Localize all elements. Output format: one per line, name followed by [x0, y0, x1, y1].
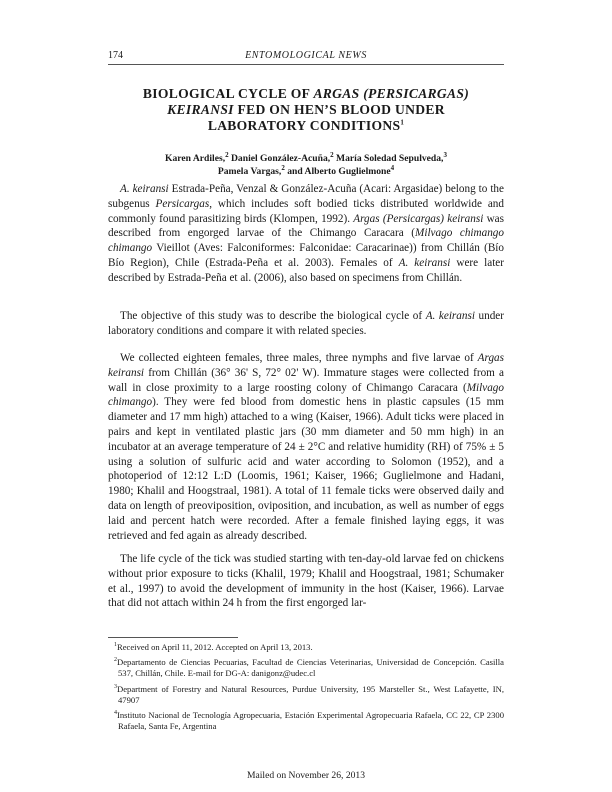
title-text: LABORATORY CONDITIONS	[207, 118, 401, 133]
paragraph-life-cycle	[108, 552, 504, 611]
paragraph-intro	[108, 182, 504, 286]
author-line-1	[108, 152, 504, 165]
footnote-marker: 1	[114, 642, 117, 649]
journal-name: ENTOMOLOGICAL NEWS	[245, 50, 367, 61]
text-run: from Chillán (36° 36' S, 72° 02' W). Immature stages were collected from a wall in close proximity to a large roosting colony of Chimango Caracara (	[108, 366, 504, 394]
title-line-3	[108, 118, 504, 134]
paragraph-text	[108, 351, 504, 543]
title-species: KEIRANSI	[167, 102, 234, 117]
footnote-marker: 4	[114, 710, 117, 717]
footnote-marker: 2	[225, 150, 229, 159]
author: Pamela Vargas,	[217, 166, 282, 177]
text-run: were later described by Estrada-Peña et al. (2006), also based on specimens from Chillán.	[108, 256, 504, 284]
text-run: We collected eighteen females, three males, three nymphs and five larvae of	[120, 352, 478, 364]
italic-term: A. keiransi	[120, 183, 169, 195]
title-text: FED ON HEN’S BLOOD UNDER	[233, 102, 445, 117]
paragraph-objective	[108, 309, 504, 339]
mailed-date: Mailed on November 26, 2013	[246, 770, 366, 781]
paragraph-text	[108, 309, 504, 339]
footnote-marker: 2	[114, 657, 117, 664]
text-run: , which includes soft bodied ticks distributed worldwide and commonly found parasitizing birds (Klompen, 1992).	[108, 197, 504, 225]
text-run: Vieillot (Aves: Falconiformes: Falconidae: Caracarinae)) from Chillán (Bío Bío Region), Chile (Estrada-Peña et al. 2003). Females of	[108, 242, 504, 269]
footnote-text: Departamento de Ciencias Pecuarias, Facultad de Ciencias Veterinarias, Universidad de Concepción. Casilla 537, Chillán, Chile. E-mail for DG-A: danigonz@udec.cl	[117, 657, 504, 679]
text-run: under laboratory conditions and compare it with related species.	[108, 310, 504, 337]
footnote-3	[108, 684, 504, 706]
footnotes	[108, 642, 504, 736]
article-title	[108, 86, 504, 134]
author: Daniel González-Acuña,	[228, 153, 331, 164]
title-line-2	[108, 102, 504, 118]
footnote-divider	[108, 637, 238, 638]
paragraph-methods	[108, 351, 504, 543]
author-list	[108, 152, 504, 178]
footnote-marker: 4	[390, 163, 395, 172]
text-run: ). They were fed blood from domestic hens in plastic capsules (15 mm diameter and 17 mm high) attached to a wing (Kaiser, 1966). Adult ticks were placed in pairs and kept in ventilated plastic jars (30 mm diameter and 50 mm high) in an incubator at an average temperature of 24 ± 2°C and relative humidity (RH) of 75% ± 5 using a solution of sulfuric acid and water according to Solomon (1952), and a photoperiod of 12:12 L:D (Loomis, 1961; Kaiser, 1966; Guglielmone and Hadani, 1980; Khalil and Hoogstraal, 1981). A total of 11 female ticks were observed daily and data on length of preoviposition, oviposition, and incubation, as well as number of eggs laid and percent hatch were recorded. After a female finished laying eggs, it was retrieved and fed again as already described.	[108, 396, 504, 542]
italic-term: A. keiransi	[425, 310, 475, 322]
italic-term: Milvago chimango	[108, 381, 504, 409]
footnote-text: Received on April 11, 2012. Accepted on April 13, 2013.	[117, 642, 313, 652]
title-line-1	[108, 86, 504, 102]
italic-term: Argas keiransi	[108, 352, 504, 379]
text-run: The objective of this study was to describe the biological cycle of	[120, 310, 426, 322]
text-run: Estrada-Peña, Venzal & González-Acuña (Acari: Argasidae) belong to the subgenus	[108, 183, 504, 210]
italic-term: Milvago chimango chimango	[108, 227, 504, 255]
footnote-marker: 2	[281, 163, 285, 172]
footnote-marker: 3	[443, 150, 447, 159]
title-genus: ARGAS (PERSICARGAS)	[313, 86, 470, 101]
footnote-4	[108, 710, 504, 732]
text-run: The life cycle of the tick was studied starting with ten-day-old larvae fed on chickens without prior exposure to ticks (Khalil, 1979; Khalil and Hoogstraal, 1981; Schumaker et al., 1997) to avoid the development of immunity in the host (Kaiser, 1966). Larvae that did not attach within 24 h from the first engorged lar-	[108, 553, 504, 610]
author: and Alberto Guglielmone	[284, 166, 391, 177]
author: María Soledad Sepulveda,	[333, 153, 444, 164]
footnote-marker: 3	[114, 683, 117, 690]
italic-term: A. keiransi	[398, 256, 451, 269]
footnote-marker: 2	[330, 150, 334, 159]
footnote-marker: 1	[400, 118, 405, 127]
paragraph-text	[108, 552, 504, 611]
title-text: BIOLOGICAL CYCLE OF	[142, 86, 314, 101]
paragraph-text	[108, 182, 504, 286]
footnote-text: Instituto Nacional de Tecnología Agropecuaria, Estación Experimental Agropecuaria Rafaela, CC 22, CP 2300 Rafaela, Santa Fe, Argentina	[117, 710, 504, 732]
footnote-1	[108, 642, 504, 653]
author: Karen Ardiles,	[165, 153, 226, 164]
author-line-2	[108, 165, 504, 178]
footnote-2	[108, 657, 504, 679]
text-run: was described from engorged larvae of the Chimango Caracara (	[108, 212, 504, 240]
page-number: 174	[108, 50, 123, 61]
italic-term: Argas (Persicargas) keiransi	[353, 212, 484, 225]
italic-term: Persicargas	[155, 197, 210, 210]
footnote-text: Department of Forestry and Natural Resources, Purdue University, 195 Marsteller St., West Lafayette, IN, 47907	[117, 683, 504, 705]
running-header	[108, 48, 504, 65]
